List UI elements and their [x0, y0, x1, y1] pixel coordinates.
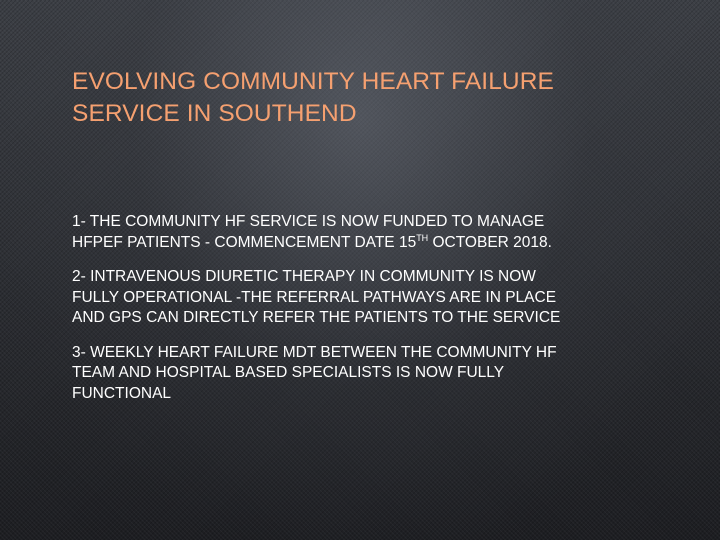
slide-title-line-2: SERVICE IN SOUTHEND	[72, 100, 357, 127]
ordinal-suffix: TH	[416, 232, 429, 243]
slide-title-line-1: EVOLVING COMMUNITY HEART FAILURE	[72, 68, 554, 95]
bullet-point-3-line-1: 3- WEEKLY HEART FAILURE MDT BETWEEN THE COMMUNITY HF	[72, 343, 557, 361]
bullet-point-3	[72, 343, 672, 405]
bullet-point-1-line-1: 1- THE COMMUNITY HF SERVICE IS NOW FUNDED TO MANAGE	[72, 213, 545, 230]
bullet-point-2-line-3: AND GPS CAN DIRECTLY REFER THE PATIENTS TO THE SERVICE	[72, 309, 561, 326]
slide-title	[72, 66, 662, 130]
slide-body	[72, 212, 672, 418]
bullet-point-1-line-2	[72, 233, 672, 254]
bullet-point-2-line-2: FULLY OPERATIONAL -THE REFERRAL PATHWAYS ARE IN PLACE	[72, 288, 557, 306]
bullet-point-2	[72, 267, 672, 329]
bullet-point-1	[72, 212, 672, 253]
bullet-point-3-line-3: FUNCTIONAL	[72, 384, 172, 402]
bullet-point-1-line-2-text: HFPEF PATIENTS - COMMENCEMENT DATE 15	[72, 233, 417, 251]
bullet-point-3-line-2: TEAM AND HOSPITAL BASED SPECIALISTS IS NOW FULLY	[72, 364, 505, 381]
bullet-point-2-line-1: 2- INTRAVENOUS DIURETIC THERAPY IN COMMUNITY IS NOW	[72, 268, 536, 285]
bullet-point-1-line-2-end: OCTOBER 2018.	[428, 233, 552, 251]
